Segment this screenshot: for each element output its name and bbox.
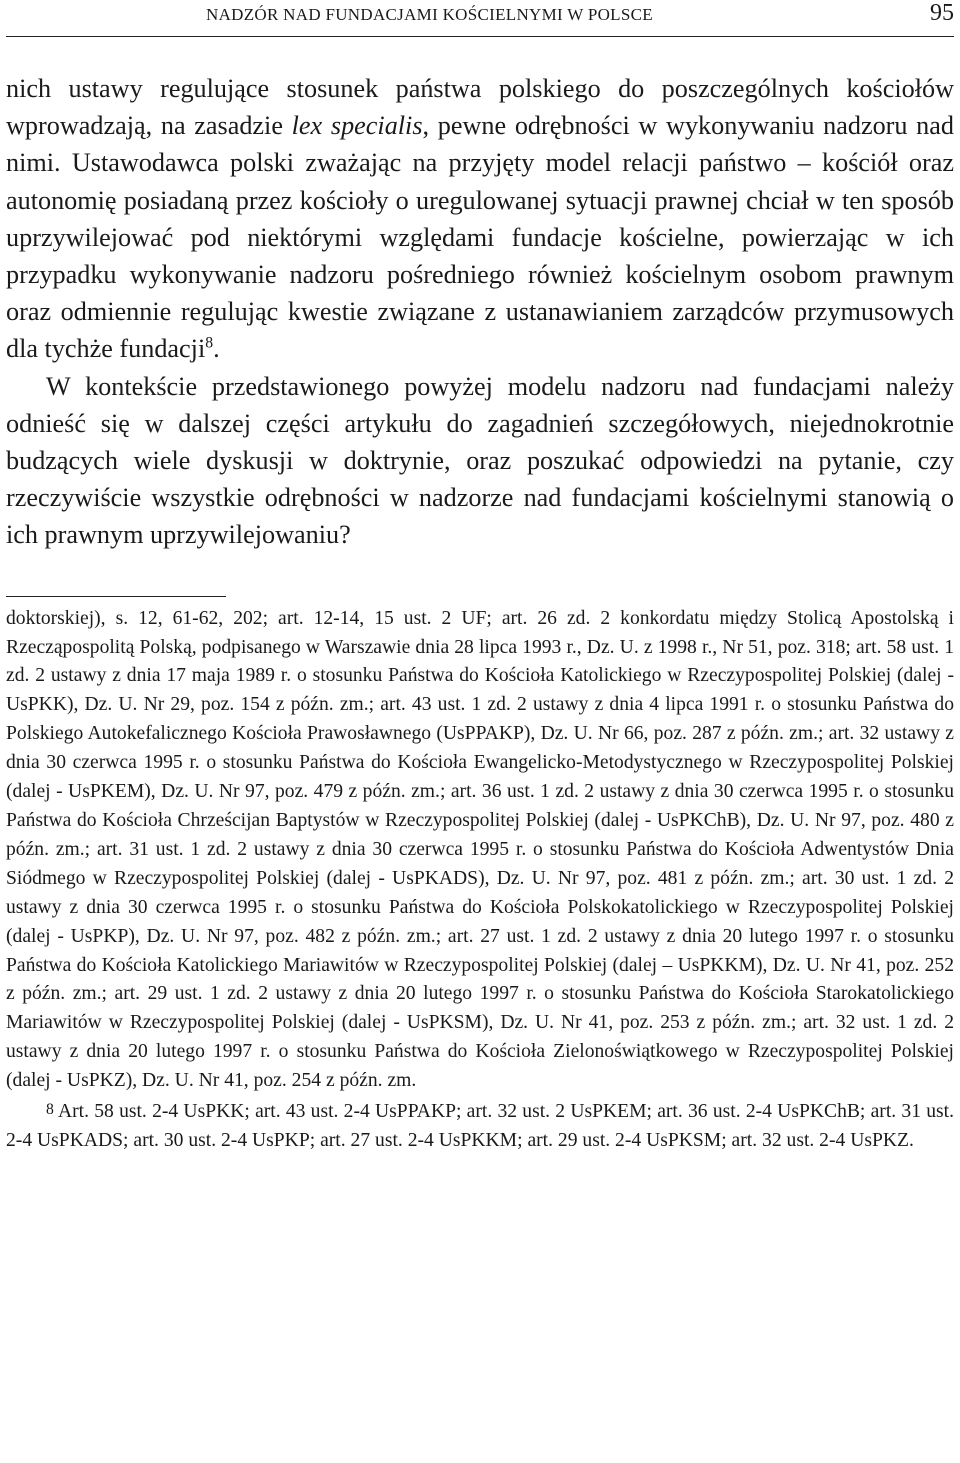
latin-term: lex specialis — [291, 111, 423, 141]
footnote-8 — [6, 1096, 954, 1156]
paragraph-1-text-a: nich ustawy regulujące stosunek państwa polskiego do poszczególnych kościołów wprowadzają, na zasadzie — [6, 74, 954, 141]
paragraph-2: W kontekście przedstawionego powyżej modelu nadzoru nad fundacjami należy odnieść się w dalszej części artykułu do zagadnień szczegółowych, niejednokrotnie budzących wiele dyskusji w doktrynie, oraz poszukać odpowiedzi na pytanie, czy rzeczywiście wszystkie odrębności w nadzorze nad fundacjami kościelnymi stanowią o ich prawnym uprzywilejowaniu? — [6, 371, 954, 550]
body-text — [6, 70, 954, 554]
footnote-separator — [6, 596, 226, 597]
paragraph-1-end: . — [213, 334, 220, 364]
paragraph-1-text-b: , pewne odrębności w wykonywaniu nadzoru nad nimi. Ustawodawca polski zważając na przyjęty model relacji państwo – kościół oraz autonomię posiadaną przez kościoły o uregulowanej sytuacji prawnej chciał w ten sposób uprzywilejować pod niektórymi względami fundacje kościelne, powierzając w ich przypadku wykonywanie nadzoru pośredniego również kościelnym osobom prawnym oraz odmiennie regulując kwestie związane z ustanawianiem zarządców przymusowych dla tychże fundacji — [6, 111, 954, 364]
footnote-8-text: Art. 58 ust. 2-4 UsPKK; art. 43 ust. 2-4 UsPPAKP; art. 32 ust. 2 UsPKEM; art. 36 ust. 2-4 UsPKChB; art. 31 ust. 2-4 UsPKADS; art. 30 ust. 2-4 UsPKP; art. 27 ust. 2-4 UsPKKM; art. 29 ust. 2-4 UsPKSM; art. 32 ust. 2-4 UsPKZ. — [6, 1101, 954, 1151]
footnotes — [6, 605, 954, 1156]
running-header-title: NADZÓR NAD FUNDACJAMI KOŚCIELNYMI W POLSCE — [206, 5, 653, 24]
page-number: 95 — [930, 0, 954, 26]
paragraph-1 — [6, 70, 954, 368]
footnote-7-continued: doktorskiej), s. 12, 61-62, 202; art. 12-14, 15 ust. 2 UF; art. 26 zd. 2 konkordatu między Stolicą Apostolską i Rzecząpospolitą Polską, podpisanego w Warszawie dnia 28 lipca 1993 r., Dz. U. z 1998 r., Nr 51, poz. 318; art. 58 ust. 1 zd. 2 ustawy z dnia 17 maja 1989 r. o stosunku Państwa do Kościoła Katolickiego w Rzeczypospolitej Polskiej (dalej - UsPKK), Dz. U. Nr 29, poz. 154 z późn. zm.; art. 43 ust. 1 zd. 2 ustawy z dnia 4 lipca 1991 r. o stosunku Państwa do Polskiego Autokefalicznego Kościoła Prawosławnego (UsPPAKP), Dz. U. Nr 66, poz. 287 z późn. zm.; art. 32 ustawy z dnia 30 czerwca 1995 r. o stosunku Państwa do Kościoła Ewangelicko-Metodystycznego w Rzeczypospolitej Polskiej (dalej - UsPKEM), Dz. U. Nr 97, poz. 479 z późn. zm.; art. 36 ust. 1 zd. 2 ustawy z dnia 30 czerwca 1995 r. o stosunku Państwa do Kościoła Chrześcijan Baptystów w Rzeczypospolitej Polskiej (dalej - UsPKChB), Dz. U. Nr 97, poz. 480 z późn. zm.; art. 31 ust. 1 zd. 2 ustawy z dnia 30 czerwca 1995 r. o stosunku Państwa do Kościoła Adwentystów Dnia Siódmego w Rzeczypospolitej Polskiej (dalej - UsPKADS), Dz. U. Nr 97, poz. 481 z późn. zm.; art. 30 ust. 1 zd. 2 ustawy z dnia 30 czerwca 1995 r. o stosunku Państwa do Kościoła Polskokatolickiego w Rzeczypospolitej Polskiej (dalej - UsPKP), Dz. U. Nr 97, poz. 482 z późn. zm.; art. 27 ust. 1 zd. 2 ustawy z dnia 20 lutego 1997 r. o stosunku Państwa do Kościoła Katolickiego Mariawitów w Rzeczypospolitej Polskiej (dalej – UsPKKM), Dz. U. Nr 41, poz. 252 z późn. zm.; art. 29 ust. 1 zd. 2 ustawy z dnia 20 lutego 1997 r. o stosunku Państwa do Kościoła Starokatolickiego Mariawitów w Rzeczypospolitej Polskiej (dalej - UsPKSM), Dz. U. Nr 41, poz. 253 z późn. zm.; art. 32 ust. 1 zd. 2 ustawy z dnia 20 lutego 1997 r. o stosunku Państwa do Kościoła Zielonoświątkowego w Rzeczypospolitej Polskiej (dalej - UsPKZ), Dz. U. Nr 41, poz. 254 z późn. zm. — [6, 607, 954, 1092]
footnote-8-number: 8 — [46, 1101, 54, 1119]
document-page — [6, 0, 954, 1156]
footnote-reference-8[interactable]: 8 — [205, 334, 214, 352]
running-header — [6, 0, 954, 37]
